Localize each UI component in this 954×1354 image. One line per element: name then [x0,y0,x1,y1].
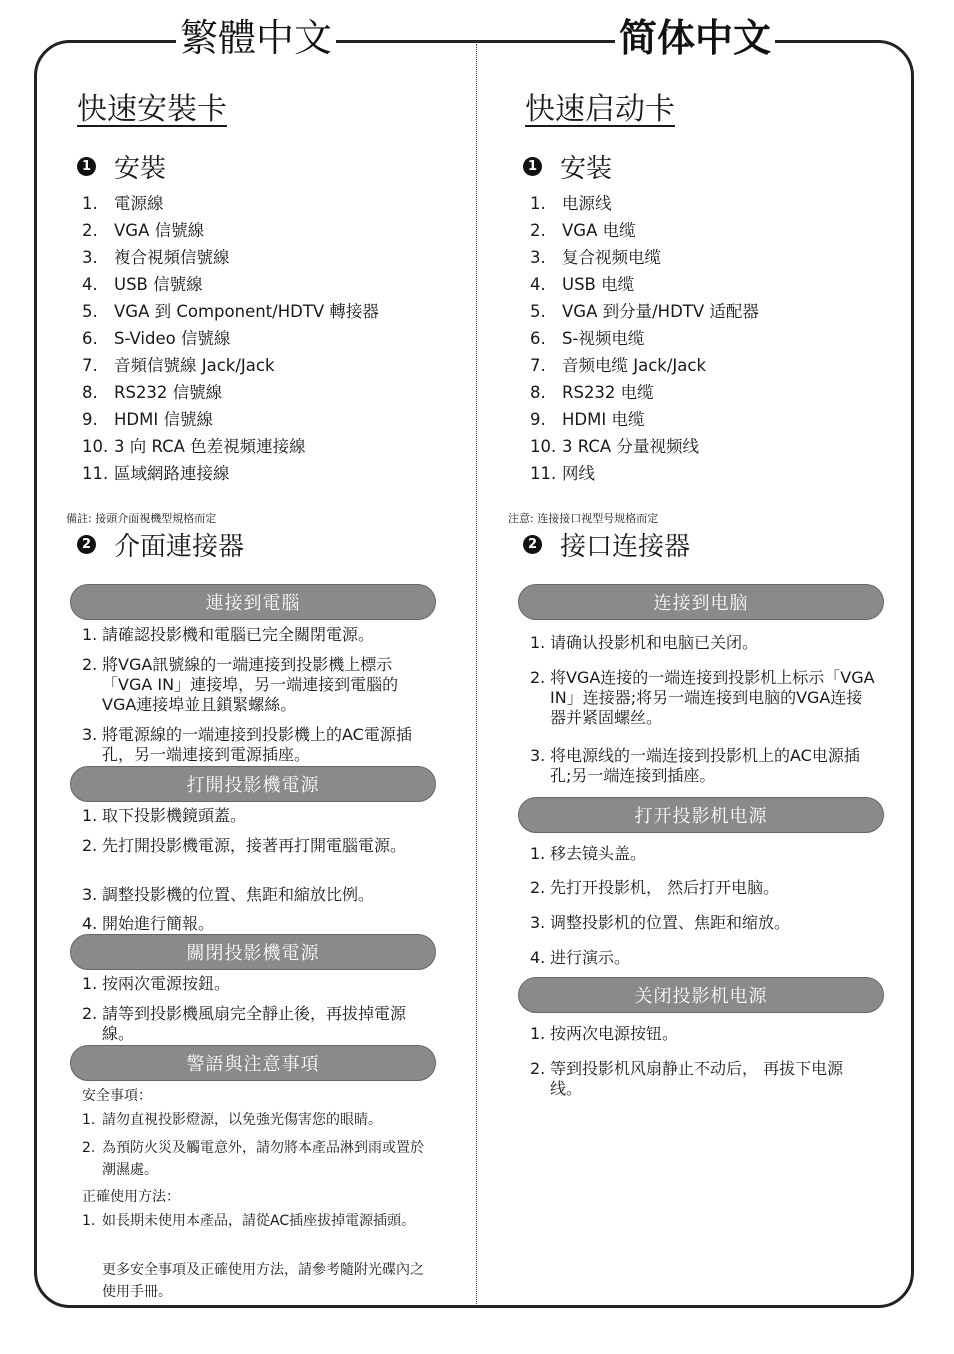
simp-off-step: 2. 等到投影机风扇静止不动后， 再拔下电源线。 [530,1059,844,1098]
trad-connect-heading [77,526,244,563]
trad-pill-warnings: 警語與注意事項 [70,1045,436,1081]
list-item: 10. 3 向 RCA 色差視頻連接線 [82,437,306,456]
simp-connect-heading [523,526,690,563]
list-item: 8. RS232 电缆 [530,383,654,402]
simp-pc-step: 1. 请确认投影机和电脑已关闭。 [530,633,759,652]
simp-install-note: 注意: 连接接口视型号规格而定 [508,512,659,525]
trad-card-title: 快速安裝卡 [77,92,227,127]
list-item: 7. 音频电缆 Jack/Jack [530,356,707,375]
number-one-icon: 1 [77,157,96,176]
trad-install-title: 安裝 [114,154,167,184]
trad-pc-step: 1. 請確認投影機和電腦已完全關閉電源。 [82,625,375,644]
column-divider [476,44,477,1306]
trad-pill-power-on: 打開投影機電源 [70,766,436,802]
trad-on-step: 2. 先打開投影機電源，接著再打開電腦電源。 [82,836,407,855]
simp-on-step: 2. 先打开投影机， 然后打开电脑。 [530,878,780,897]
trad-install-heading [77,148,166,185]
simp-install-heading [523,148,612,185]
trad-on-step: 3. 調整投影機的位置、焦距和縮放比例。 [82,885,375,904]
trad-pc-step: 2. 將VGA訊號線的一端連接到投影機上標示「VGA IN」連接埠，另一端連接到電腦的VGA連接埠並且鎖緊螺絲。 [82,655,399,714]
simp-pill-power-on: 打开投影机电源 [518,797,884,833]
simp-on-step: 3. 调整投影机的位置、焦距和缩放。 [530,913,791,932]
simp-on-step: 4. 进行演示。 [530,948,631,967]
list-item: 3. 复合视频电缆 [530,248,661,267]
list-item: 1. 電源線 [82,194,164,213]
trad-on-step: 4. 開始進行簡報。 [82,914,215,933]
simp-pill-connect-pc: 连接到电脑 [518,584,884,620]
simp-connect-title: 接口连接器 [560,532,691,562]
trad-usage-item: 1. 如長期未使用本產品，請從AC插座拔掉電源插頭。 [82,1213,416,1229]
simp-on-step: 1. 移去镜头盖。 [530,844,647,863]
list-item: 6. S-视频电缆 [530,329,645,348]
list-item: 10. 3 RCA 分量视频线 [530,437,699,456]
trad-pill-power-off: 關閉投影機電源 [70,934,436,970]
list-item: 1. 电源线 [530,194,612,213]
trad-install-note: 備註: 接頭介面視機型規格而定 [66,512,217,525]
trad-install-list [82,190,379,487]
list-item: 11. 區域網路連接線 [82,464,230,483]
list-item: 7. 音頻信號線 Jack/Jack [82,356,275,375]
simp-card-title: 快速启动卡 [525,92,675,127]
simp-pc-step: 2. 将VGA连接的一端连接到投影机上标示「VGA IN」连接器;将另一端连接到电脑的VGA连接器并紧固螺丝。 [530,668,875,727]
trad-safety-label: 安全事項： [82,1088,152,1104]
traditional-chinese-title: 繁體中文 [176,12,336,64]
simp-pc-step: 3. 将电源线的一端连接到投影机上的AC电源插孔;另一端连接到插座。 [530,746,860,785]
list-item: 8. RS232 信號線 [82,383,223,402]
trad-off-step: 1. 按兩次電源按鈕。 [82,974,231,993]
trad-connect-title: 介面連接器 [114,532,245,562]
trad-pc-step: 3. 將電源線的一端連接到投影機上的AC電源插孔，另一端連接到電源插座。 [82,725,412,764]
list-item: 6. S-Video 信號線 [82,329,231,348]
number-one-icon: 1 [523,157,542,176]
simp-off-step: 1. 按两次电源按钮。 [530,1024,679,1043]
trad-on-step: 1. 取下投影機鏡頭蓋。 [82,806,247,825]
list-item: 4. USB 信號線 [82,275,203,294]
list-item: 5. VGA 到分量/HDTV 适配器 [530,302,759,321]
number-two-icon: 2 [523,535,542,554]
trad-safety-item: 1. 請勿直視投影燈源，以免強光傷害您的眼睛。 [82,1112,382,1128]
list-item: 2. VGA 信號線 [82,221,205,240]
trad-usage-label: 正確使用方法： [82,1189,180,1205]
list-item: 9. HDMI 信號線 [82,410,213,429]
list-item: 5. VGA 到 Component/HDTV 轉接器 [82,302,379,321]
simp-pill-power-off: 关闭投影机电源 [518,977,884,1013]
list-item: 4. USB 电缆 [530,275,635,294]
list-item: 9. HDMI 电缆 [530,410,645,429]
simp-install-title: 安装 [560,154,613,184]
list-item: 2. VGA 电缆 [530,221,636,240]
trad-off-step: 2. 請等到投影機風扇完全靜止後，再拔掉電源線。 [82,1004,407,1043]
trad-safety-item: 2. 為預防火災及觸電意外，請勿將本產品淋到雨或置於潮濕處。 [82,1140,424,1178]
simplified-chinese-title: 简体中文 [615,12,775,64]
trad-more-info: 更多安全事項及正確使用方法，請參考隨附光碟內之使用手冊。 [102,1262,424,1300]
list-item: 11. 网线 [530,464,595,483]
trad-pill-connect-pc: 連接到電腦 [70,584,436,620]
list-item: 3. 複合視頻信號線 [82,248,230,267]
number-two-icon: 2 [77,535,96,554]
simp-install-list [530,190,759,487]
